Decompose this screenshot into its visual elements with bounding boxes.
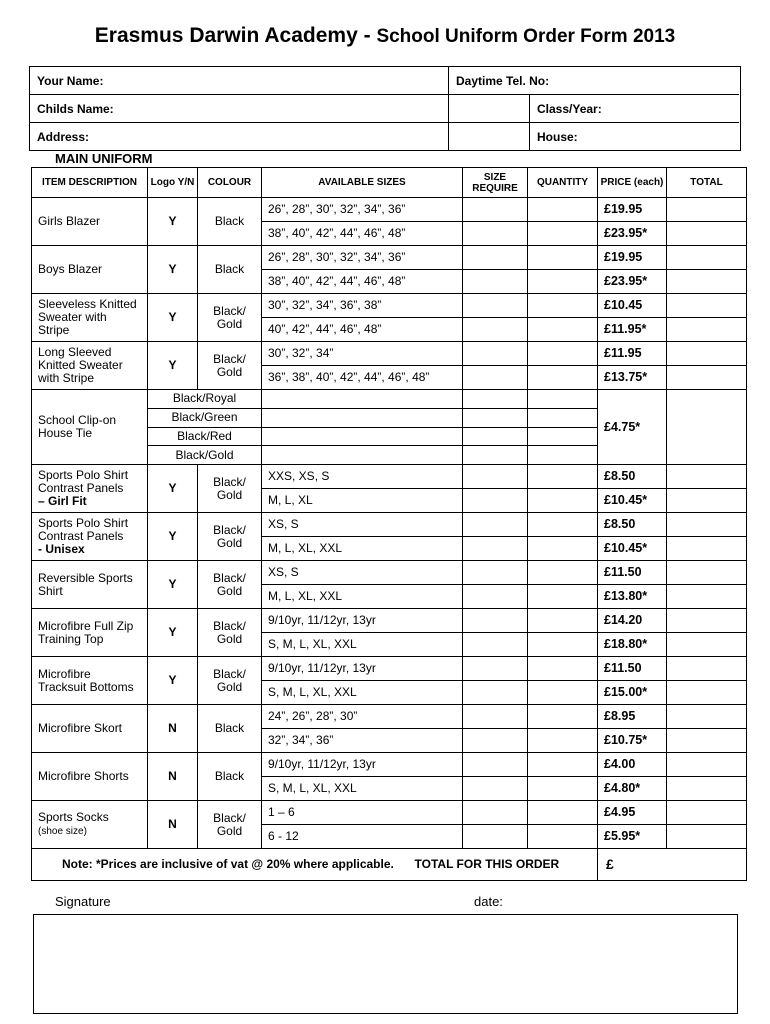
size-require-input[interactable] xyxy=(463,446,528,465)
logo-value: Y xyxy=(148,609,198,657)
size-range: 26”, 28”, 30”, 32”, 34”, 36” xyxy=(262,246,463,270)
header-row xyxy=(32,168,747,198)
size-range: 9/10yr, 11/12yr, 13yr xyxy=(262,753,463,777)
quantity-input[interactable] xyxy=(528,246,598,270)
size-range: XS, S xyxy=(262,513,463,537)
price: £11.95* xyxy=(598,318,667,342)
total-cell[interactable] xyxy=(667,465,747,489)
price: £4.95 xyxy=(598,801,667,825)
contact-details xyxy=(29,66,741,151)
table-row xyxy=(32,390,747,409)
daytime-tel-field[interactable] xyxy=(449,67,739,94)
size-require-input[interactable] xyxy=(463,465,528,489)
size-require-input[interactable] xyxy=(463,366,528,390)
quantity-input[interactable] xyxy=(528,427,598,446)
price: £13.80* xyxy=(598,585,667,609)
total-cell[interactable] xyxy=(667,489,747,513)
class-year-label: Class/Year: xyxy=(537,101,602,116)
item-description: Microfibre Full Zip Training Top xyxy=(32,609,148,657)
quantity-input[interactable] xyxy=(528,390,598,409)
size-range: 30”, 32”, 34”, 36”, 38” xyxy=(262,294,463,318)
size-require-input[interactable] xyxy=(463,489,528,513)
size-range: S, M, L, XL, XXL xyxy=(262,681,463,705)
size-require-input[interactable] xyxy=(463,513,528,537)
size-range: S, M, L, XL, XXL xyxy=(262,777,463,801)
quantity-input[interactable] xyxy=(528,777,598,801)
table-row xyxy=(32,705,747,729)
date-label: date: xyxy=(474,894,503,909)
quantity-input[interactable] xyxy=(528,561,598,585)
item-description-text: Sports Polo Shirt Contrast Panels xyxy=(38,468,129,495)
signature-label: Signature xyxy=(55,894,111,909)
address-label: Address: xyxy=(37,129,90,144)
size-require-input[interactable] xyxy=(463,427,528,446)
total-cell[interactable] xyxy=(667,222,747,246)
size-require-input[interactable] xyxy=(463,777,528,801)
colour-value: Black xyxy=(198,705,262,753)
total-cell[interactable] xyxy=(667,513,747,537)
size-range xyxy=(262,427,463,446)
item-variant: - Unisex xyxy=(38,542,85,556)
quantity-input[interactable] xyxy=(528,408,598,427)
quantity-input[interactable] xyxy=(528,318,598,342)
price: £10.45 xyxy=(598,294,667,318)
uniform-order-table xyxy=(31,167,747,881)
size-range xyxy=(262,446,463,465)
section-title: MAIN UNIFORM xyxy=(55,151,153,166)
size-require-input[interactable] xyxy=(463,633,528,657)
total-cell[interactable] xyxy=(667,246,747,270)
size-require-input[interactable] xyxy=(463,270,528,294)
logo-value: Y xyxy=(148,561,198,609)
logo-value: Y xyxy=(148,513,198,561)
school-name: Erasmus Darwin Academy - xyxy=(94,24,377,47)
size-range: 36”, 38”, 40”, 42”, 44”, 46”, 48” xyxy=(262,366,463,390)
size-require-input[interactable] xyxy=(463,246,528,270)
size-require-input[interactable] xyxy=(463,537,528,561)
total-cell[interactable] xyxy=(667,705,747,729)
item-variant: – Girl Fit xyxy=(38,494,87,508)
table-row xyxy=(32,561,747,585)
size-require-input[interactable] xyxy=(463,729,528,753)
colour-value: Black/ Gold xyxy=(198,561,262,609)
tie-colour: Black/Royal xyxy=(148,390,262,409)
total-cell[interactable] xyxy=(667,609,747,633)
colour-value: Black/ Gold xyxy=(198,609,262,657)
size-require-input[interactable] xyxy=(463,561,528,585)
size-require-input[interactable] xyxy=(463,753,528,777)
item-description: Girls Blazer xyxy=(32,198,148,246)
quantity-input[interactable] xyxy=(528,537,598,561)
your-name-label: Your Name: xyxy=(37,73,104,88)
item-description-text: Sports Polo Shirt Contrast Panels xyxy=(38,516,129,543)
price: £10.45* xyxy=(598,537,667,561)
table-row xyxy=(32,294,747,318)
size-range: M, L, XL xyxy=(262,489,463,513)
address-field[interactable] xyxy=(30,123,448,150)
logo-value: Y xyxy=(148,294,198,342)
price: £15.00* xyxy=(598,681,667,705)
size-require-input[interactable] xyxy=(463,681,528,705)
quantity-input[interactable] xyxy=(528,222,598,246)
table-row xyxy=(32,342,747,366)
tie-colour: Black/Red xyxy=(148,427,262,446)
total-cell[interactable] xyxy=(667,198,747,222)
header-quantity: QUANTITY xyxy=(528,168,598,198)
total-cell[interactable] xyxy=(667,681,747,705)
size-range xyxy=(262,408,463,427)
price: £4.75* xyxy=(598,390,667,465)
total-cell[interactable] xyxy=(667,633,747,657)
item-description: Boys Blazer xyxy=(32,246,148,294)
size-range: M, L, XL, XXL xyxy=(262,537,463,561)
class-year-field[interactable] xyxy=(530,95,739,122)
total-cell[interactable] xyxy=(667,801,747,825)
house-label: House: xyxy=(537,129,578,144)
table-row xyxy=(32,657,747,681)
size-range: 38”, 40”, 42”, 44”, 46”, 48” xyxy=(262,222,463,246)
header-sizes: AVAILABLE SIZES xyxy=(262,168,463,198)
price: £19.95 xyxy=(598,246,667,270)
logo-value: N xyxy=(148,705,198,753)
header-item: ITEM DESCRIPTION xyxy=(32,168,148,198)
size-range: 38”, 40”, 42”, 44”, 46”, 48” xyxy=(262,270,463,294)
tie-colour: Black/Green xyxy=(148,408,262,427)
logo-value: Y xyxy=(148,465,198,513)
size-range: M, L, XL, XXL xyxy=(262,585,463,609)
price: £11.50 xyxy=(598,561,667,585)
form-name: School Uniform Order Form 2013 xyxy=(376,26,676,47)
item-subtext: (shoe size) xyxy=(38,826,87,837)
vat-note: Note: *Prices are inclusive of vat @ 20% where applicable. xyxy=(62,857,394,871)
quantity-input[interactable] xyxy=(528,825,598,849)
size-range: 30”, 32”, 34” xyxy=(262,342,463,366)
price: £23.95* xyxy=(598,270,667,294)
size-require-input[interactable] xyxy=(463,657,528,681)
total-cell[interactable] xyxy=(667,366,747,390)
childs-name-label: Childs Name: xyxy=(37,101,114,116)
quantity-input[interactable] xyxy=(528,513,598,537)
quantity-input[interactable] xyxy=(528,657,598,681)
total-cell[interactable] xyxy=(667,342,747,366)
header-size-require: SIZE REQUIRE xyxy=(463,168,528,198)
item-description xyxy=(32,801,148,849)
logo-value: N xyxy=(148,753,198,801)
logo-value: N xyxy=(148,801,198,849)
table-row xyxy=(32,246,747,270)
quantity-input[interactable] xyxy=(528,465,598,489)
total-cell[interactable] xyxy=(667,585,747,609)
size-require-input[interactable] xyxy=(463,825,528,849)
total-cell[interactable] xyxy=(667,777,747,801)
childs-name-field[interactable] xyxy=(30,95,448,122)
size-require-input[interactable] xyxy=(463,222,528,246)
house-field[interactable] xyxy=(530,123,739,150)
quantity-input[interactable] xyxy=(528,366,598,390)
total-row xyxy=(32,849,747,881)
logo-value: Y xyxy=(148,198,198,246)
size-require-input[interactable] xyxy=(463,705,528,729)
total-cell[interactable] xyxy=(667,270,747,294)
tie-colour: Black/Gold xyxy=(148,446,262,465)
quantity-input[interactable] xyxy=(528,705,598,729)
price: £4.80* xyxy=(598,777,667,801)
price: £14.20 xyxy=(598,609,667,633)
total-cell[interactable] xyxy=(667,561,747,585)
price: £10.75* xyxy=(598,729,667,753)
size-range: 32”, 34”, 36” xyxy=(262,729,463,753)
daytime-tel-label: Daytime Tel. No: xyxy=(456,73,550,88)
quantity-input[interactable] xyxy=(528,633,598,657)
table-row xyxy=(32,513,747,537)
colour-value: Black/ Gold xyxy=(198,513,262,561)
table-row xyxy=(32,609,747,633)
table-row xyxy=(32,465,747,489)
size-range: 6 - 12 xyxy=(262,825,463,849)
quantity-input[interactable] xyxy=(528,729,598,753)
size-range: S, M, L, XL, XXL xyxy=(262,633,463,657)
logo-value: Y xyxy=(148,657,198,705)
quantity-input[interactable] xyxy=(528,198,598,222)
size-range: 40”, 42”, 44”, 46”, 48” xyxy=(262,318,463,342)
signature-box[interactable] xyxy=(33,914,738,1014)
total-cell[interactable] xyxy=(667,294,747,318)
logo-value: Y xyxy=(148,342,198,390)
quantity-input[interactable] xyxy=(528,801,598,825)
quantity-input[interactable] xyxy=(528,489,598,513)
quantity-input[interactable] xyxy=(528,342,598,366)
size-require-input[interactable] xyxy=(463,585,528,609)
price: £11.50 xyxy=(598,657,667,681)
item-description: Sleeveless Knitted Sweater with Stripe xyxy=(32,294,148,342)
header-colour: COLOUR xyxy=(198,168,262,198)
quantity-input[interactable] xyxy=(528,609,598,633)
price: £13.75* xyxy=(598,366,667,390)
total-cell[interactable] xyxy=(667,390,747,465)
quantity-input[interactable] xyxy=(528,585,598,609)
item-description: Reversible Sports Shirt xyxy=(32,561,148,609)
size-require-input[interactable] xyxy=(463,390,528,409)
item-description: Long Sleeved Knitted Sweater with Stripe xyxy=(32,342,148,390)
size-range: 26”, 28”, 30”, 32”, 34”, 36” xyxy=(262,198,463,222)
price: £11.95 xyxy=(598,342,667,366)
quantity-input[interactable] xyxy=(528,753,598,777)
size-range: 1 – 6 xyxy=(262,801,463,825)
total-cell[interactable] xyxy=(667,537,747,561)
size-require-input[interactable] xyxy=(463,408,528,427)
total-cell[interactable] xyxy=(667,318,747,342)
colour-value: Black/ Gold xyxy=(198,294,262,342)
size-require-input[interactable] xyxy=(463,801,528,825)
colour-value: Black/ Gold xyxy=(198,657,262,705)
size-require-input[interactable] xyxy=(463,609,528,633)
quantity-input[interactable] xyxy=(528,294,598,318)
table-row xyxy=(32,801,747,825)
item-description-text: Sports Socks xyxy=(38,810,109,824)
header-logo: Logo Y/N xyxy=(148,168,198,198)
colour-value: Black/ Gold xyxy=(198,465,262,513)
price: £19.95 xyxy=(598,198,667,222)
note-cell xyxy=(32,849,598,881)
total-label: TOTAL FOR THIS ORDER xyxy=(414,857,560,871)
price: £18.80* xyxy=(598,633,667,657)
item-description xyxy=(32,513,148,561)
currency-symbol: £ xyxy=(606,856,614,872)
your-name-field[interactable] xyxy=(30,67,448,94)
price: £23.95* xyxy=(598,222,667,246)
size-range xyxy=(262,390,463,409)
price: £8.50 xyxy=(598,465,667,489)
size-range: XXS, XS, S xyxy=(262,465,463,489)
item-description: Microfibre Skort xyxy=(32,705,148,753)
colour-value: Black/ Gold xyxy=(198,801,262,849)
size-require-input[interactable] xyxy=(463,342,528,366)
quantity-input[interactable] xyxy=(528,446,598,465)
total-cell[interactable] xyxy=(667,657,747,681)
total-cell[interactable] xyxy=(667,825,747,849)
price: £8.50 xyxy=(598,513,667,537)
logo-value: Y xyxy=(148,246,198,294)
size-range: XS, S xyxy=(262,561,463,585)
header-total: TOTAL xyxy=(667,168,747,198)
size-require-input[interactable] xyxy=(463,294,528,318)
size-require-input[interactable] xyxy=(463,198,528,222)
table-row xyxy=(32,198,747,222)
header-price: PRICE (each) xyxy=(598,168,667,198)
order-total-field[interactable] xyxy=(598,849,747,881)
size-range: 9/10yr, 11/12yr, 13yr xyxy=(262,657,463,681)
colour-value: Black xyxy=(198,753,262,801)
item-description: Microfibre Shorts xyxy=(32,753,148,801)
size-range: 24”, 26”, 28”, 30” xyxy=(262,705,463,729)
price: £5.95* xyxy=(598,825,667,849)
item-description: Microfibre Tracksuit Bottoms xyxy=(32,657,148,705)
total-cell[interactable] xyxy=(667,729,747,753)
total-cell[interactable] xyxy=(667,753,747,777)
quantity-input[interactable] xyxy=(528,681,598,705)
form-title xyxy=(0,24,770,48)
size-require-input[interactable] xyxy=(463,318,528,342)
price: £8.95 xyxy=(598,705,667,729)
item-description xyxy=(32,465,148,513)
price: £4.00 xyxy=(598,753,667,777)
price: £10.45* xyxy=(598,489,667,513)
table-row xyxy=(32,753,747,777)
size-range: 9/10yr, 11/12yr, 13yr xyxy=(262,609,463,633)
colour-value: Black/ Gold xyxy=(198,342,262,390)
item-description: School Clip-on House Tie xyxy=(32,390,148,465)
quantity-input[interactable] xyxy=(528,270,598,294)
colour-value: Black xyxy=(198,198,262,246)
colour-value: Black xyxy=(198,246,262,294)
